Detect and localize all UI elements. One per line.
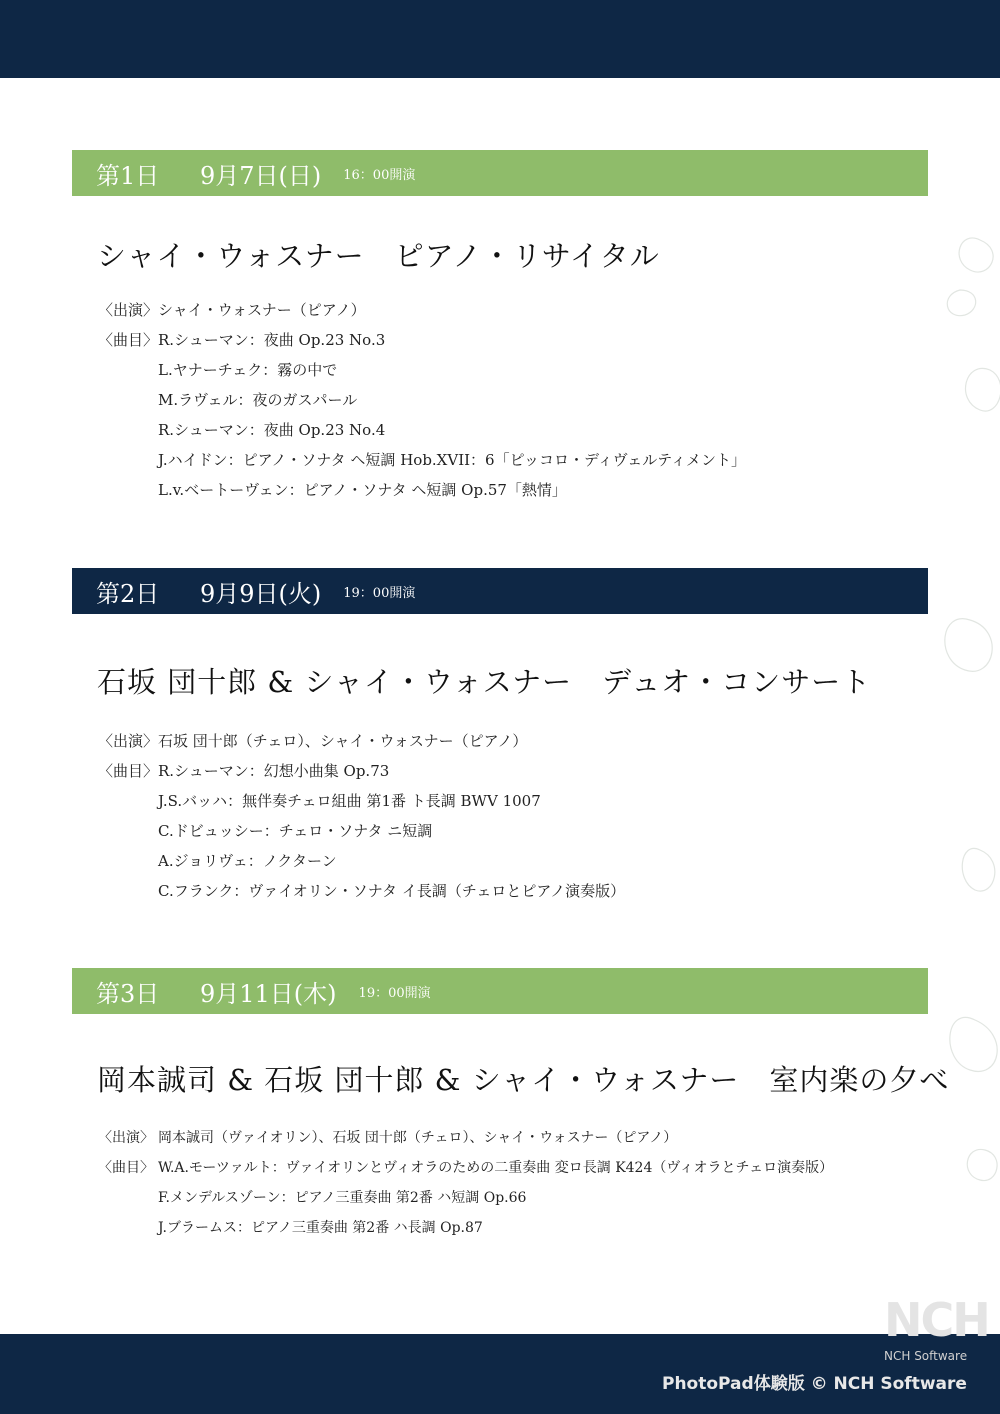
program-item: J.S.バッハ：無伴奏チェロ組曲 第1番 ト長調 BWV 1007 bbox=[158, 791, 541, 810]
program-row bbox=[98, 1152, 833, 1182]
performers-text: 岡本誠司（ヴァイオリン）、石坂 団十郎（チェロ）、シャイ・ウォスナー（ピアノ） bbox=[158, 1130, 678, 1146]
performers-row bbox=[98, 1122, 833, 1152]
performers-text: 石坂 団十郎（チェロ）、シャイ・ウォスナー（ピアノ） bbox=[158, 731, 528, 750]
program-tag: 〈曲目〉 bbox=[98, 1160, 154, 1176]
program-item: R.シューマン：夜曲 Op.23 No.3 bbox=[158, 330, 386, 349]
program-item: C.フランク：ヴァイオリン・ソナタ イ長調（チェロとピアノ演奏版） bbox=[158, 881, 626, 900]
floral-decoration bbox=[920, 200, 1000, 1300]
date-label: 9月7日(日) bbox=[200, 161, 322, 190]
nch-logo: NCH bbox=[884, 1293, 989, 1347]
program-row bbox=[98, 1182, 833, 1212]
time-label: 19：00開演 bbox=[343, 585, 416, 601]
program-row bbox=[98, 755, 625, 785]
day-bar-1 bbox=[72, 150, 928, 196]
watermark-sub: NCH Software bbox=[884, 1349, 968, 1363]
program-item: C.ドビュッシー：チェロ・ソナタ ニ短調 bbox=[158, 821, 433, 840]
program-item: F.メンデルスゾーン：ピアノ三重奏曲 第2番 ハ短調 Op.66 bbox=[158, 1190, 527, 1206]
day-label: 第1日 bbox=[96, 161, 160, 190]
time-label: 16：00開演 bbox=[343, 167, 416, 183]
time-label: 19：00開演 bbox=[358, 985, 431, 1001]
program-row bbox=[98, 785, 625, 815]
performers-tag: 〈出演〉 bbox=[98, 300, 159, 319]
program-3 bbox=[98, 1122, 833, 1242]
concert-title-1: シャイ・ウォスナー ピアノ・リサイタル bbox=[97, 239, 660, 273]
program-row bbox=[98, 384, 746, 414]
program-row bbox=[98, 845, 625, 875]
program-2 bbox=[98, 725, 625, 905]
concert-title-2: 石坂 団十郎 & シャイ・ウォスナー デュオ・コンサート bbox=[97, 665, 872, 699]
program-item: L.v.ベートーヴェン：ピアノ・ソナタ ヘ短調 Op.57「熱情」 bbox=[158, 480, 567, 499]
program-tag: 〈曲目〉 bbox=[98, 330, 159, 349]
performers-tag: 〈出演〉 bbox=[98, 731, 159, 750]
date-label: 9月9日(火) bbox=[200, 579, 322, 608]
program-item: R.シューマン：夜曲 Op.23 No.4 bbox=[158, 420, 386, 439]
top-band bbox=[0, 0, 1000, 78]
program-item: M.ラヴェル：夜のガスパール bbox=[158, 390, 358, 409]
program-item: A.ジョリヴェ：ノクターン bbox=[158, 851, 337, 870]
program-row bbox=[98, 474, 746, 504]
program-item: J.ブラームス：ピアノ三重奏曲 第2番 ハ長調 Op.87 bbox=[158, 1220, 483, 1236]
day-bar-3 bbox=[72, 968, 928, 1014]
program-row bbox=[98, 875, 625, 905]
watermark-text: PhotoPad体験版 © NCH Software bbox=[662, 1374, 967, 1394]
program-row bbox=[98, 1212, 833, 1242]
performers-tag: 〈出演〉 bbox=[98, 1130, 154, 1146]
program-tag: 〈曲目〉 bbox=[98, 761, 159, 780]
date-label: 9月11日(木) bbox=[200, 979, 337, 1008]
program-row bbox=[98, 444, 746, 474]
program-row bbox=[98, 414, 746, 444]
performers-row bbox=[98, 294, 746, 324]
program-row bbox=[98, 324, 746, 354]
program-item: J.ハイドン：ピアノ・ソナタ ヘ短調 Hob.XVII：6「ピッコロ・ディヴェルティメント」 bbox=[158, 450, 746, 469]
program-item: R.シューマン：幻想小曲集 Op.73 bbox=[158, 761, 390, 780]
performers-row bbox=[98, 725, 625, 755]
day-label: 第2日 bbox=[96, 579, 160, 608]
program-row bbox=[98, 354, 746, 384]
concert-title-3: 岡本誠司 & 石坂 団十郎 & シャイ・ウォスナー 室内楽の夕べ bbox=[97, 1063, 950, 1097]
program-item: W.A.モーツァルト：ヴァイオリンとヴィオラのための二重奏曲 変ロ長調 K424（ヴィオラとチェロ演奏版） bbox=[158, 1160, 834, 1176]
day-bar-2 bbox=[72, 568, 928, 614]
program-1 bbox=[98, 294, 746, 504]
performers-text: シャイ・ウォスナー（ピアノ） bbox=[158, 300, 366, 319]
program-row bbox=[98, 815, 625, 845]
program-item: L.ヤナーチェク：霧の中で bbox=[158, 360, 338, 379]
day-label: 第3日 bbox=[96, 979, 160, 1008]
